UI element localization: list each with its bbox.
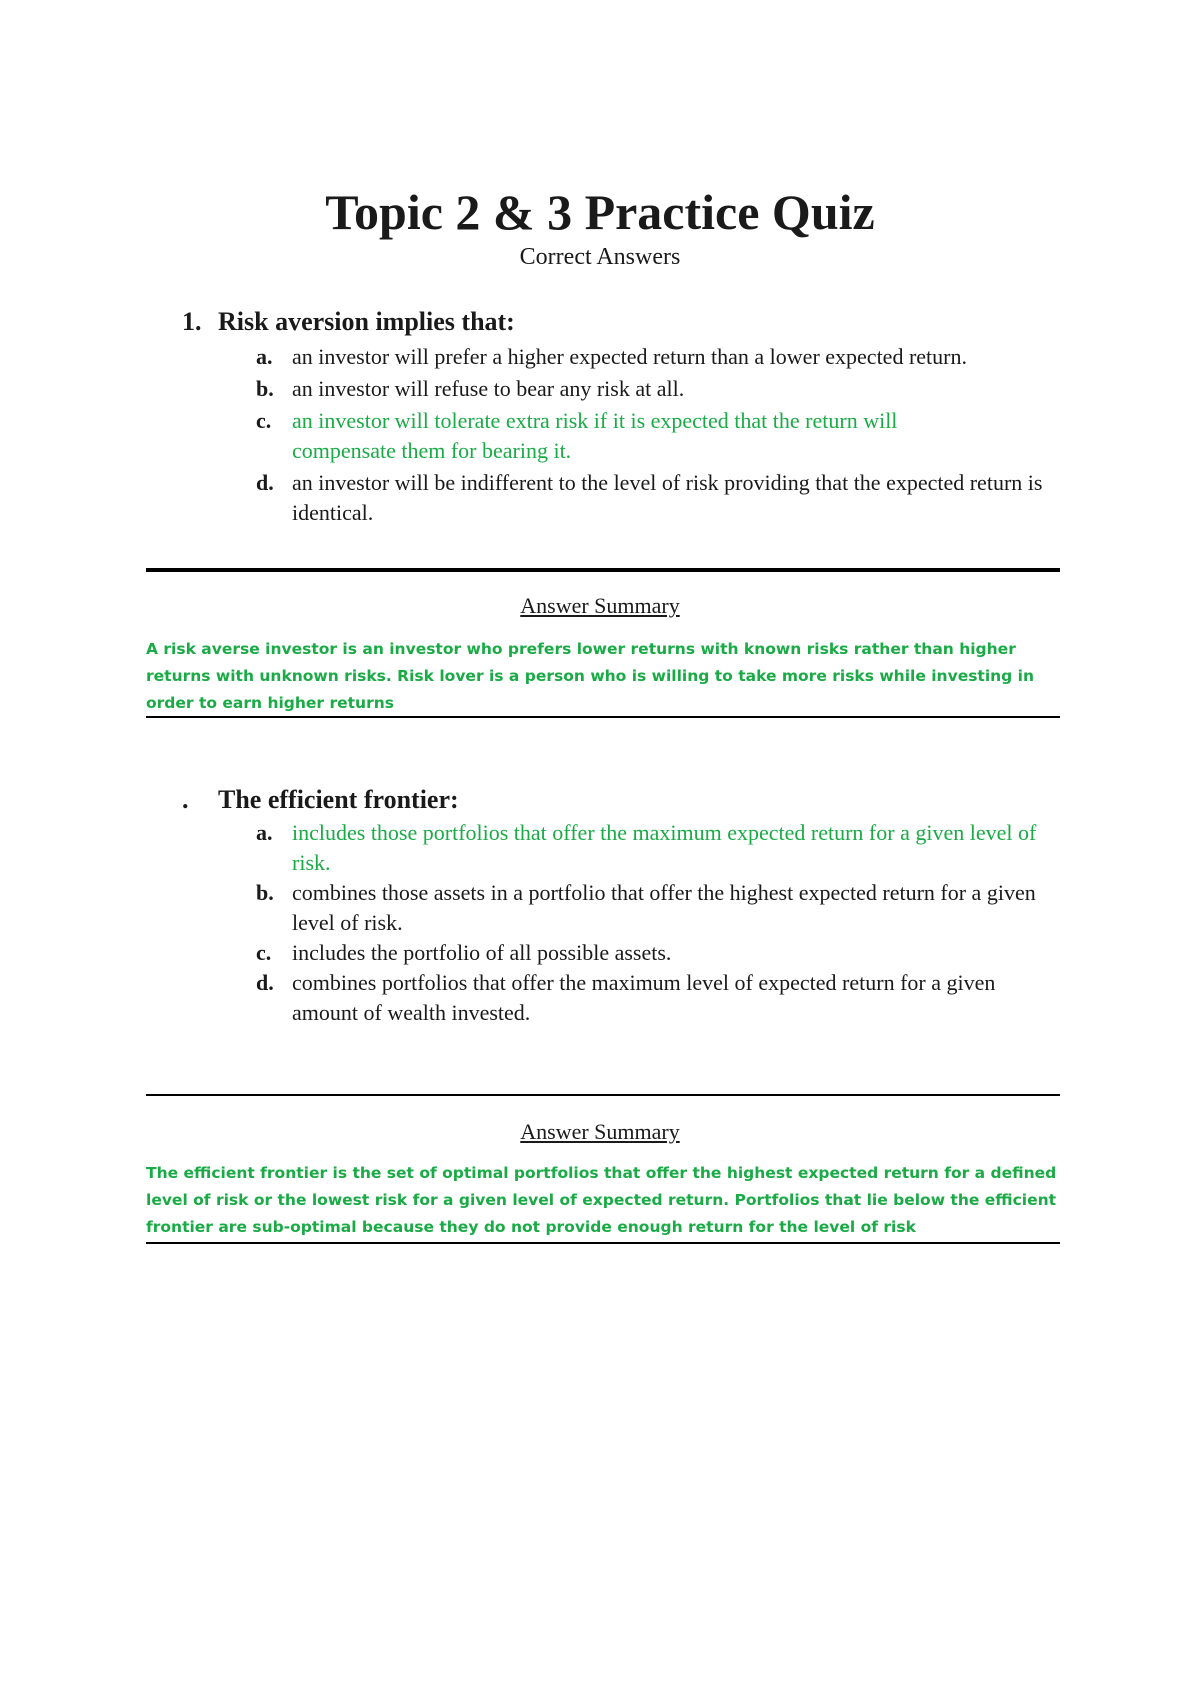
q2-option-a-correct [256,818,1076,878]
q2-option-d [256,968,1056,1028]
option-text: an investor will refuse to bear any risk at all. [292,376,685,401]
option-text: combines those assets in a portfolio that offer the highest expected return for a given level of risk. [292,880,1036,935]
option-letter: d. [256,970,274,995]
option-text: combines portfolios that offer the maximum level of expected return for a given amount of wealth invested. [292,970,996,1025]
q1-option-b [256,374,1076,404]
option-text: an investor will tolerate extra risk if it is expected that the return will compensate them for bearing it. [292,408,898,463]
answer-summary-text: The efficient frontier is the set of optimal portfolios that offer the highest expected return for a defined level of risk or the lowest risk for a given level of expected return. Portfolios that lie below the efficient frontier are sub-optimal because they do not provide enough return for the level of risk [146,1164,1057,1236]
question-number: 1. [182,307,202,336]
divider [146,1094,1060,1096]
answer-summary-text: A risk averse investor is an investor who prefers lower returns with known risks rather than higher returns with unknown risks. Risk lover is a person who is willing to take more risks while investing in order to earn higher returns [146,640,1035,712]
divider [146,1242,1060,1244]
option-text: an investor will be indifferent to the level of risk providing that the expected return is identical. [292,470,1043,525]
divider [146,568,1060,572]
question-text: Risk aversion implies that: [218,307,515,336]
answer-summary-heading: Answer Summary [520,593,680,618]
q1-option-c-correct [256,406,996,466]
q2-option-b [256,878,1046,938]
option-letter: b. [256,880,274,905]
option-text: includes those portfolios that offer the maximum expected return for a given level of risk. [292,820,1037,875]
q1-option-a [256,342,1076,372]
q2-option-c [256,938,1076,968]
page-title: Topic 2 & 3 Practice Quiz [325,184,875,240]
question-number: . [182,785,189,814]
option-letter: b. [256,376,274,401]
option-letter: a. [256,820,273,845]
option-letter: c. [256,940,272,965]
option-text: includes the portfolio of all possible assets. [292,940,672,965]
option-letter: c. [256,408,272,433]
answer-summary-heading: Answer Summary [520,1119,680,1144]
option-letter: d. [256,470,274,495]
question-text: The efficient frontier: [218,785,459,814]
q1-option-d [256,468,1076,528]
page-subtitle: Correct Answers [519,244,681,270]
divider [146,716,1060,718]
option-text: an investor will prefer a higher expected return than a lower expected return. [292,344,967,369]
option-letter: a. [256,344,273,369]
